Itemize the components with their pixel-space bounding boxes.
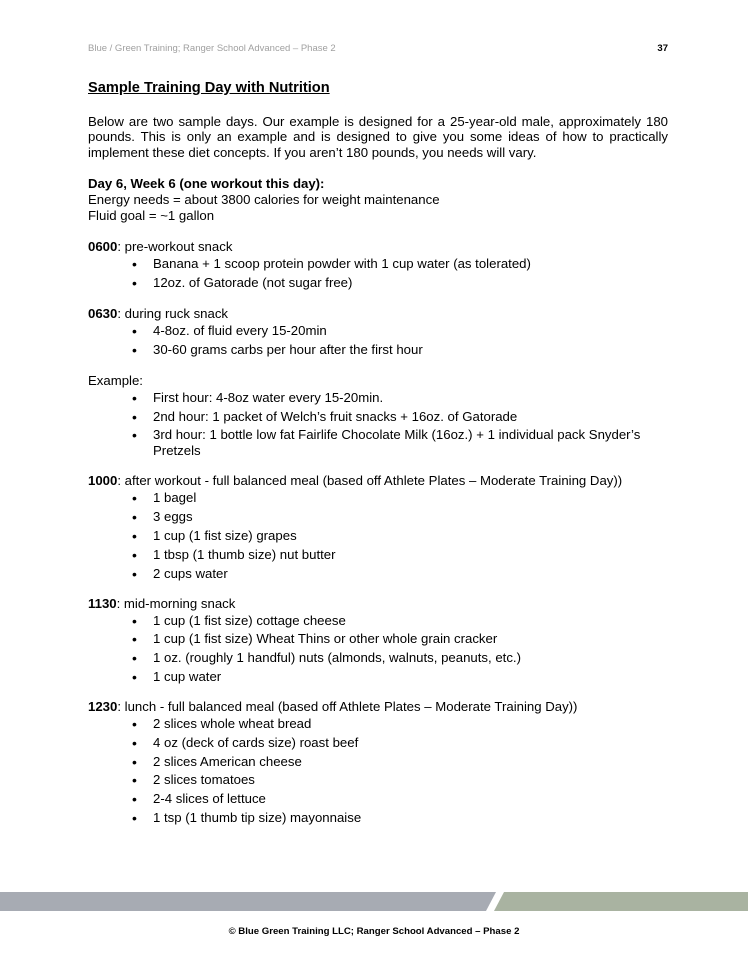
intro-paragraph: Below are two sample days. Our example is designed for a 25-year-old male, approximately 180 pounds. This is only an example and is designed to give you some ideas of how to practically implement these diet concepts. If you aren’t 180 pounds, you needs will vary.	[88, 114, 668, 160]
list-item: • 1 cup (1 fist size) Wheat Thins or other whole grain cracker	[153, 631, 668, 647]
list-item: • 30-60 grams carbs per hour after the first hour	[153, 342, 668, 358]
fluid-goal: Fluid goal = ~1 gallon	[88, 208, 215, 224]
section-1230	[88, 699, 668, 826]
header-title: Blue / Green Training; Ranger School Advanced – Phase 2	[88, 43, 336, 54]
list-item: • 12oz. of Gatorade (not sugar free)	[153, 275, 668, 291]
list-item: • 1 bagel	[153, 490, 668, 506]
section-heading	[88, 473, 668, 489]
section-1130	[88, 596, 668, 685]
section-time: 1000	[88, 473, 118, 489]
list-item: • 1 cup (1 fist size) grapes	[153, 528, 668, 544]
page-number: 37	[657, 43, 668, 54]
day-summary	[88, 176, 668, 224]
bullet-list	[88, 716, 668, 826]
energy-needs: Energy needs = about 3800 calories for weight maintenance	[88, 192, 440, 208]
bullet-list	[88, 256, 668, 291]
list-item: • 1 cup (1 fist size) cottage cheese	[153, 613, 668, 629]
list-item: • 4-8oz. of fluid every 15-20min	[153, 323, 668, 339]
section-heading	[88, 596, 668, 612]
section-0600	[88, 239, 668, 291]
bullet-list	[88, 323, 668, 358]
footer-copyright: © Blue Green Training LLC; Ranger School Advanced – Phase 2	[228, 926, 520, 937]
list-item: • 3rd hour: 1 bottle low fat Fairlife Chocolate Milk (16oz.) + 1 individual pack Snyder’s Pretzels	[153, 427, 668, 459]
section-heading	[88, 306, 668, 322]
list-item: • 4 oz (deck of cards size) roast beef	[153, 735, 668, 751]
section-description: : lunch - full balanced meal (based off Athlete Plates – Moderate Training Day))	[117, 698, 578, 714]
list-item: • First hour: 4-8oz water every 15-20min.	[153, 390, 668, 406]
list-item: • 2 slices tomatoes	[153, 772, 668, 788]
list-item: • 3 eggs	[153, 509, 668, 525]
section-time: 1130	[88, 595, 117, 611]
footer-band-green	[494, 892, 748, 911]
section-time: 0600	[88, 239, 118, 255]
list-item: • 2 slices American cheese	[153, 754, 668, 770]
list-item: • 1 tsp (1 thumb tip size) mayonnaise	[153, 810, 668, 826]
section-1000	[88, 473, 668, 581]
day-title: Day 6, Week 6 (one workout this day):	[88, 176, 325, 192]
list-item: • 1 tbsp (1 thumb size) nut butter	[153, 547, 668, 563]
section-heading	[88, 239, 668, 255]
bullet-list	[88, 490, 668, 581]
list-item: • Banana + 1 scoop protein powder with 1 cup water (as tolerated)	[153, 256, 668, 272]
list-item: • 2 cups water	[153, 566, 668, 582]
page-title: Sample Training Day with Nutrition	[88, 80, 330, 96]
list-item: • 1 cup water	[153, 669, 668, 685]
list-item: • 2nd hour: 1 packet of Welch’s fruit snacks + 16oz. of Gatorade	[153, 409, 668, 425]
page-header	[88, 43, 668, 57]
section-0630	[88, 306, 668, 358]
section-description: : pre-workout snack	[117, 239, 233, 255]
section-time: 1230	[88, 698, 118, 714]
section-description: : mid-morning snack	[116, 595, 236, 611]
example-label: Example:	[88, 372, 143, 388]
section-description: : after workout - full balanced meal (based off Athlete Plates – Moderate Training Day))	[117, 473, 623, 489]
bullet-list	[88, 390, 668, 460]
list-item: • 2 slices whole wheat bread	[153, 716, 668, 732]
footer-band-gray	[0, 892, 496, 911]
bullet-list	[88, 613, 668, 685]
footer-band	[0, 892, 748, 911]
section-time: 0630	[88, 306, 118, 322]
section-example	[88, 373, 668, 460]
list-item: • 1 oz. (roughly 1 handful) nuts (almonds, walnuts, peanuts, etc.)	[153, 650, 668, 666]
document-body	[88, 79, 668, 829]
section-heading	[88, 699, 668, 715]
list-item: • 2-4 slices of lettuce	[153, 791, 668, 807]
section-description: : during ruck snack	[117, 306, 229, 322]
